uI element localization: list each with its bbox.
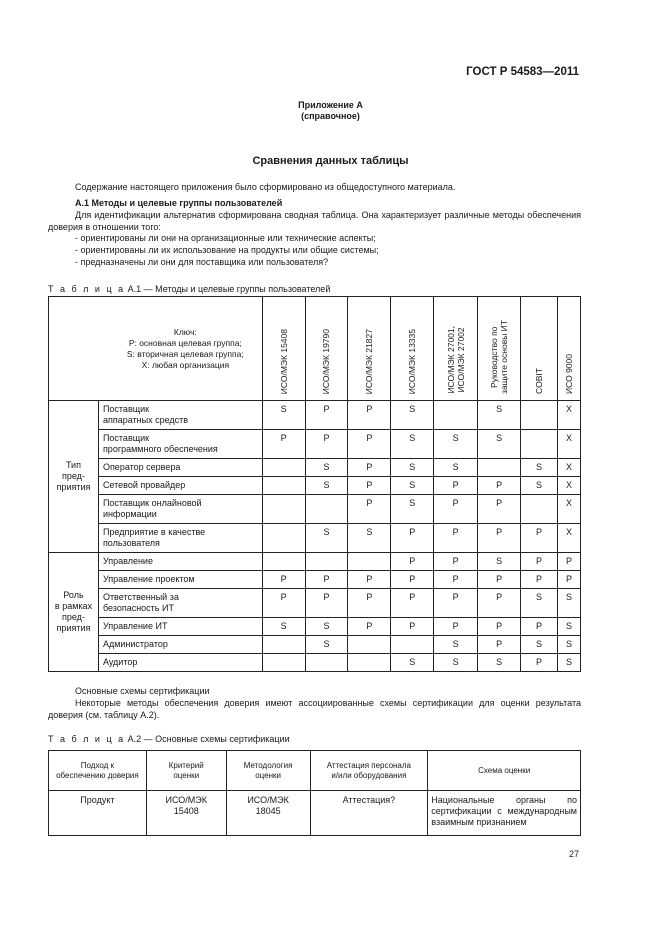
- table-cell: X: [557, 524, 580, 553]
- table-cell: P: [434, 589, 478, 618]
- table-cell: P: [348, 459, 391, 477]
- table1-caption-text: А.1 — Методы и целевые группы пользователей: [127, 284, 331, 294]
- table-cell: S: [521, 459, 558, 477]
- table-cell: P: [348, 430, 391, 459]
- row-label: Управление: [98, 553, 262, 571]
- page-title: Сравнения данных таблицы: [252, 155, 409, 167]
- table-cell: [305, 495, 348, 524]
- table-cell: S: [305, 618, 348, 636]
- table-cell: [262, 495, 305, 524]
- annex-type: (справочное): [301, 111, 360, 121]
- column-header: [305, 297, 348, 401]
- methods-table: [48, 296, 581, 672]
- table-cell: S: [557, 654, 580, 672]
- intro-text: Содержание настоящего приложения было сформировано из общедоступного материала.: [75, 182, 456, 192]
- table-cell: P: [557, 571, 580, 589]
- table1-caption-prefix: Т а б л и ц а: [48, 284, 126, 294]
- table-cell: P: [557, 553, 580, 571]
- table-cell: X: [557, 401, 580, 430]
- column-header: [521, 297, 558, 401]
- table-cell: S: [557, 589, 580, 618]
- table-cell: P: [478, 495, 521, 524]
- table-cell: [521, 495, 558, 524]
- column-header-line: ИСО/МЭК 19790: [321, 328, 332, 394]
- table-cell: S: [391, 430, 434, 459]
- table-cell: Национальные органы по сертификации с международным взаимным признанием: [428, 791, 581, 836]
- table-cell: S: [262, 618, 305, 636]
- table-cell: S: [557, 618, 580, 636]
- table-cell: P: [478, 524, 521, 553]
- annex-heading: [0, 100, 661, 122]
- column-header-line: защите основы ИТ: [499, 320, 510, 394]
- table-cell: P: [434, 495, 478, 524]
- row-label: Администратор: [98, 636, 262, 654]
- table-cell: S: [305, 477, 348, 495]
- table-cell: S: [521, 477, 558, 495]
- table2-caption-text: А.2 — Основные схемы сертификации: [127, 734, 290, 744]
- table-cell: [262, 477, 305, 495]
- table1-caption: [48, 284, 330, 294]
- table-cell: S: [391, 477, 434, 495]
- table-row: [49, 430, 581, 459]
- table-row: [49, 553, 581, 571]
- table-cell: S: [348, 524, 391, 553]
- table-cell: [262, 524, 305, 553]
- table-cell: P: [305, 571, 348, 589]
- table-row: [49, 495, 581, 524]
- table-cell: S: [434, 654, 478, 672]
- section-heading: А.1 Методы и целевые группы пользователей: [75, 198, 283, 208]
- table2-caption: [48, 734, 290, 744]
- table-cell: [305, 553, 348, 571]
- table-cell: [262, 553, 305, 571]
- column-header-line: Руководство по: [489, 326, 500, 388]
- table-cell: P: [521, 618, 558, 636]
- table-cell: S: [434, 430, 478, 459]
- table-cell: [305, 654, 348, 672]
- table-cell: P: [391, 553, 434, 571]
- schemes-heading: Основные схемы сертификации: [75, 686, 210, 696]
- schemes-text: Некоторые методы обеспечения доверия имеют ассоциированные схемы сертификации для оценки результата доверия (см. таблицу А.2).: [48, 698, 581, 720]
- table-cell: P: [348, 477, 391, 495]
- annex-title: Приложение А: [298, 100, 363, 110]
- table-cell: [348, 553, 391, 571]
- table-cell: Продукт: [49, 791, 147, 836]
- table-cell: P: [305, 589, 348, 618]
- row-label: Ответственный за безопасность ИТ: [98, 589, 262, 618]
- column-header: Критерий оценки: [146, 751, 226, 791]
- table2-header-row: [49, 751, 581, 791]
- table-row: [49, 589, 581, 618]
- table-cell: S: [478, 401, 521, 430]
- table-cell: X: [557, 495, 580, 524]
- table-cell: S: [521, 589, 558, 618]
- table-cell: [521, 430, 558, 459]
- table-cell: P: [434, 524, 478, 553]
- table-cell: P: [478, 589, 521, 618]
- table-cell: P: [305, 430, 348, 459]
- table-cell: P: [521, 553, 558, 571]
- key-line: S: вторичная целевая группа;: [126, 348, 244, 359]
- table-cell: S: [391, 495, 434, 524]
- table-cell: P: [262, 430, 305, 459]
- table-cell: P: [348, 618, 391, 636]
- table-cell: P: [391, 524, 434, 553]
- bullet-2: - ориентированы ли их использование на продукты или общие системы;: [75, 245, 379, 255]
- bullet-3: - предназначены ли они для поставщика или пользователя?: [75, 257, 329, 267]
- table-cell: X: [557, 477, 580, 495]
- table1-header-row: [49, 297, 581, 401]
- table-cell: [262, 654, 305, 672]
- table-cell: S: [305, 636, 348, 654]
- table-cell: S: [478, 553, 521, 571]
- table-cell: [521, 401, 558, 430]
- column-header: [478, 297, 521, 401]
- table-cell: S: [305, 459, 348, 477]
- table-cell: P: [478, 477, 521, 495]
- column-header: [262, 297, 305, 401]
- table-cell: S: [391, 401, 434, 430]
- column-header: [348, 297, 391, 401]
- column-header: Методология оценки: [226, 751, 310, 791]
- table-cell: P: [434, 553, 478, 571]
- table-cell: S: [434, 636, 478, 654]
- table-row: [49, 654, 581, 672]
- table-row: [49, 618, 581, 636]
- table-cell: S: [478, 654, 521, 672]
- column-header: [557, 297, 580, 401]
- row-label: Управление ИТ: [98, 618, 262, 636]
- table-cell: X: [557, 459, 580, 477]
- table-cell: [391, 636, 434, 654]
- row-label: Предприятие в качестве пользователя: [98, 524, 262, 553]
- table-cell: ИСО/МЭК 18045: [226, 791, 310, 836]
- table-cell: P: [434, 571, 478, 589]
- table-cell: P: [521, 571, 558, 589]
- column-header: Подход к обеспечению доверия: [49, 751, 147, 791]
- column-header: [434, 297, 478, 401]
- bullet-1: - ориентированы ли они на организационные или технические аспекты;: [75, 233, 376, 243]
- table-cell: P: [521, 524, 558, 553]
- table-cell: S: [391, 459, 434, 477]
- column-header-line: ИСО/МЭК 27001,: [445, 326, 456, 394]
- row-label: Оператор сервера: [98, 459, 262, 477]
- table-cell: P: [305, 401, 348, 430]
- table-cell: P: [348, 571, 391, 589]
- table-cell: P: [478, 618, 521, 636]
- column-header: Схема оценки: [428, 751, 581, 791]
- row-group-label: Роль в рамках пред- приятия: [49, 553, 99, 672]
- row-label: Поставщик программного обеспечения: [98, 430, 262, 459]
- column-header-line: ИСО 9000: [563, 354, 574, 394]
- column-header-line: ИСО/МЭК 21827: [364, 328, 375, 394]
- table-cell: ИСО/МЭК 15408: [146, 791, 226, 836]
- table-cell: [348, 654, 391, 672]
- table-row: [49, 459, 581, 477]
- column-header: Аттестация персонала и/или оборудования: [310, 751, 428, 791]
- table-cell: [262, 636, 305, 654]
- row-label: Поставщик аппаратных средств: [98, 401, 262, 430]
- table-cell: P: [391, 571, 434, 589]
- column-header-line: ИСО/МЭК 15408: [278, 328, 289, 394]
- section-text: Для идентификации альтернатив сформирована сводная таблица. Она характеризует различные методы обеспечения доверия в отношении того:: [48, 210, 581, 232]
- table-row: [49, 571, 581, 589]
- table2-caption-prefix: Т а б л и ц а: [48, 734, 126, 744]
- table-cell: [434, 401, 478, 430]
- table-row: [49, 401, 581, 430]
- table-cell: S: [557, 636, 580, 654]
- table1-body: [49, 401, 581, 672]
- table2-body: [49, 791, 581, 836]
- table-cell: P: [262, 589, 305, 618]
- table-cell: P: [391, 618, 434, 636]
- table-cell: [348, 636, 391, 654]
- row-label: Аудитор: [98, 654, 262, 672]
- table-row: [49, 791, 581, 836]
- key-line: X: любая организация: [141, 359, 230, 370]
- table-cell: P: [348, 495, 391, 524]
- table-cell: S: [305, 524, 348, 553]
- table-cell: P: [521, 654, 558, 672]
- table-row: [49, 636, 581, 654]
- certification-schemes-table: [48, 750, 581, 836]
- table-cell: P: [478, 571, 521, 589]
- table-cell: [478, 459, 521, 477]
- table-row: [49, 477, 581, 495]
- column-header-line: COBIT: [534, 368, 544, 394]
- table-cell: P: [478, 636, 521, 654]
- table-cell: P: [434, 477, 478, 495]
- table-cell: P: [348, 401, 391, 430]
- table-cell: S: [478, 430, 521, 459]
- row-group-label: Тип пред- приятия: [49, 401, 99, 553]
- table-cell: S: [262, 401, 305, 430]
- table-cell: X: [557, 430, 580, 459]
- key-line: Ключ:: [173, 326, 197, 337]
- page-number: 27: [568, 849, 579, 859]
- table-cell: [262, 459, 305, 477]
- table-cell: P: [348, 589, 391, 618]
- table-cell: S: [521, 636, 558, 654]
- row-label: Сетевой провайдер: [98, 477, 262, 495]
- column-header-line: ИСО/МЭК 13335: [407, 328, 418, 394]
- table-row: [49, 524, 581, 553]
- column-header: [391, 297, 434, 401]
- key-line: P: основная целевая группа;: [128, 337, 242, 348]
- column-header-line: ИСО/МЭК 27002: [455, 327, 466, 393]
- table1-key: [49, 297, 263, 401]
- row-label: Поставщик онлайновой информации: [98, 495, 262, 524]
- document-code: ГОСТ Р 54583—2011: [466, 66, 579, 78]
- table-cell: P: [434, 618, 478, 636]
- table-cell: S: [391, 654, 434, 672]
- table-cell: Аттестация?: [310, 791, 428, 836]
- table-cell: P: [391, 589, 434, 618]
- row-label: Управление проектом: [98, 571, 262, 589]
- table-cell: S: [434, 459, 478, 477]
- table-cell: P: [262, 571, 305, 589]
